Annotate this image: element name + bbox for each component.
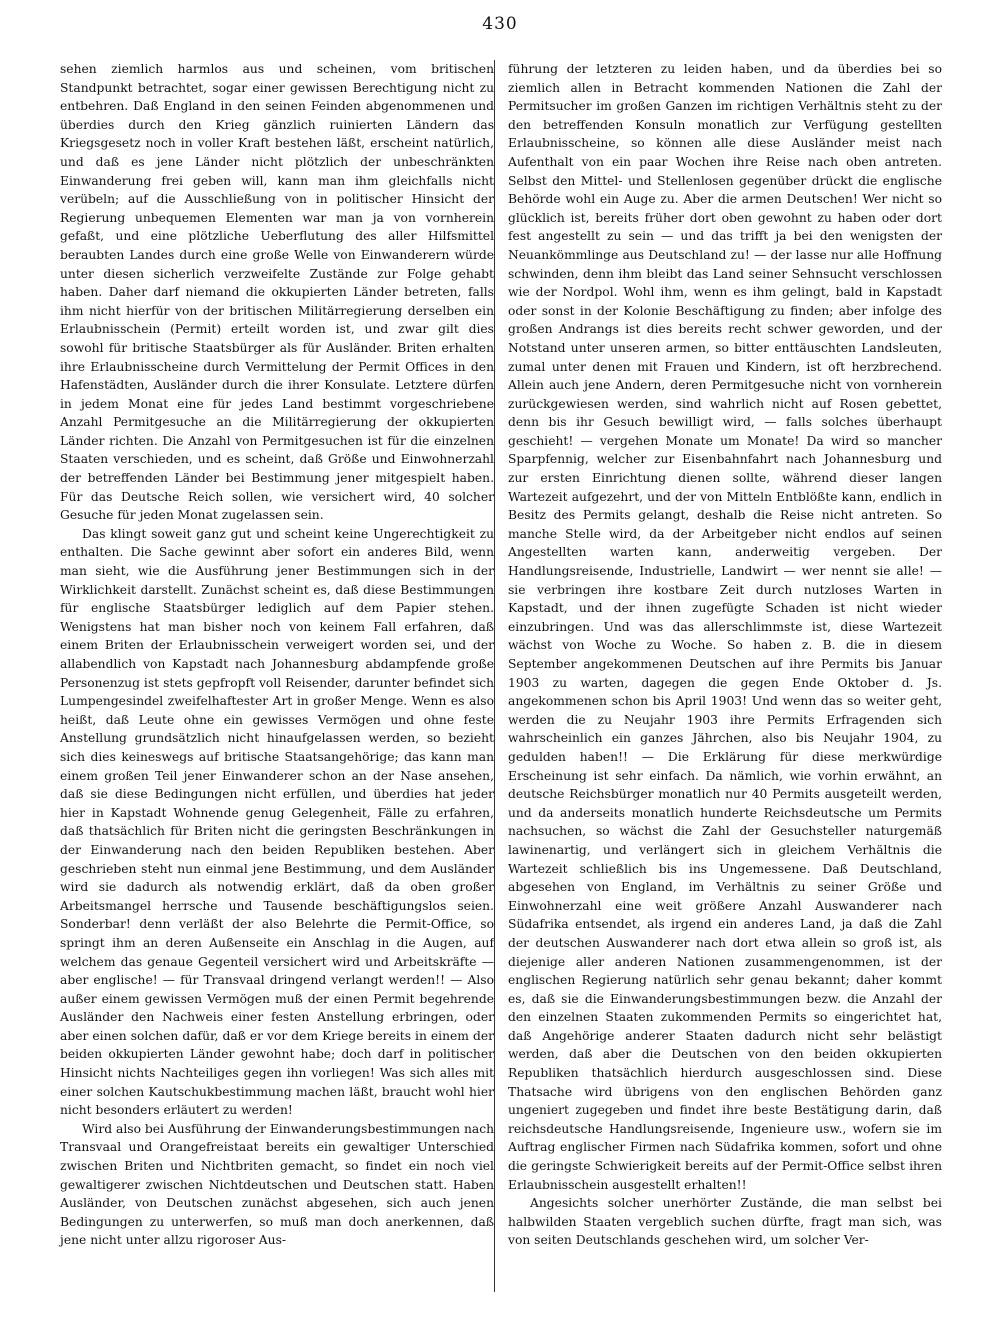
column-divider bbox=[494, 60, 495, 1292]
left-column bbox=[60, 60, 494, 1250]
page-number: 430 bbox=[482, 14, 518, 34]
paragraph: sehen ziemlich harmlos aus und scheinen, vom britischen Standpunkt betrachtet, sogar einer gewissen Berechtigung nicht zu entbehren. Daß England in den seinen Feinden abgenommenen und überdies durch den Krieg gänzlich ruinierten Ländern das Kriegsgesetz noch in voller Kraft bestehen läßt, erscheint natürlich, und daß es jene Länder nicht plötzlich der unbeschränkten Einwanderung frei geben will, kann man ihm gleichfalls nicht verübeln; auf die Ausschließung von in politischer Hinsicht der Regierung unbequemen Elementen war man ja von vornherein gefaßt, und eine plötzliche Ueberflutung des aller Hilfsmittel beraubten Landes durch eine große Welle von Einwanderern würde unter diesen sicherlich verzweifelte Zustände zur Folge gehabt haben. Daher darf niemand die okkupierten Länder betreten, falls ihm nicht hierfür von der britischen Militärregierung derselben ein Erlaubnisschein (Permit) erteilt worden ist, und zwar gilt dies sowohl für britische Staatsbürger als für Ausländer. Briten erhalten ihre Erlaubnisscheine durch Vermittelung der Permit Offices in den Hafenstädten, Ausländer durch die ihrer Konsulate. Letztere dürfen in jedem Monat eine für jedes Land bestimmt vorgeschriebene Anzahl Permitgesuche an die Militärregierung der okkupierten Länder richten. Die Anzahl von Permitgesuchen ist für die einzelnen Staaten verschieden, und es scheint, daß Größe und Einwohnerzahl der betreffenden Länder bei Bestimmung jener mitgespielt haben. Für das Deutsche Reich sollen, wie versichert wird, 40 solcher Gesuche für jeden Monat zugelassen sein. bbox=[60, 62, 494, 523]
right-column bbox=[508, 60, 942, 1250]
paragraph: Das klingt soweit ganz gut und scheint keine Ungerechtigkeit zu enthalten. Die Sache gewinnt aber sofort ein anderes Bild, wenn man sieht, wie die Ausführung jener Bestimmungen sich in der Wirklichkeit darstellt. Zunächst scheint es, daß diese Bestimmungen für englische Staatsbürger lediglich auf dem Papier stehen. Wenigstens hat man bisher noch von keinem Fall erfahren, daß einem Briten der Erlaubnisschein verweigert worden sei, und der allabendlich von Kapstadt nach Johannesburg abdampfende große Personenzug ist stets gepfropft voll Reisender, darunter befindet sich Lumpengesindel zweifelhaftester Art in großer Menge. Wenn es also heißt, daß Leute ohne ein gewisses Vermögen und ohne feste Anstellung grundsätzlich nicht hinaufgelassen werden, so bezieht sich dies keineswegs auf britische Staatsangehörige; das kann man einem großen Teil jener Einwanderer schon an der Nase ansehen, daß sie diese Bedingungen nicht erfüllen, und überdies hat jeder hier in Kapstadt Wohnende genug Gelegenheit, Fälle zu erfahren, daß thatsächlich für Briten nicht die geringsten Beschränkungen in der Einwanderung nach den beiden Republiken bestehen. Aber geschrieben steht nun einmal jene Bestimmung, und dem Ausländer wird sie dadurch als notwendig erklärt, daß da oben großer Arbeitsmangel herrsche und Tausende beschäftigungslos seien. Sonderbar! denn verläßt der also Belehrte die Permit-Office, so springt ihm an deren Außenseite ein Anschlag in die Augen, auf welchem das genaue Gegenteil versichert wird und Arbeitskräfte — aber englische! — für Transvaal dringend verlangt werden!! — Also außer einem gewissen Vermögen muß der einen Permit begehrende Ausländer den Nachweis einer festen Anstellung erbringen, oder aber einen solchen dafür, daß er vor dem Kriege bereits in einem der beiden okkupierten Länder gewohnt habe; doch darf in politischer Hinsicht nichts Nachteiliges gegen ihn vorliegen! Was sich alles mit einer solchen Kautschukbestimmung machen läßt, braucht wohl hier nicht besonders erläutert zu werden! bbox=[60, 526, 494, 1118]
paragraph: führung der letzteren zu leiden haben, und da überdies bei so ziemlich allen in Betracht kommenden Nationen die Zahl der Permitsucher im großen Ganzen im richtigen Verhältnis steht zu der den betreffenden Konsuln monatlich zur Verfügung gestellten Erlaubnisscheine, so können alle diese Ausländer meist nach Aufenthalt von ein paar Wochen ihre Reise nach oben antreten. Selbst den Mittel- und Stellenlosen gegenüber drückt die englische Behörde wohl ein Auge zu. Aber die armen Deutschen! Wer nicht so glücklich ist, bereits früher dort oben gewohnt zu haben oder dort fest angestellt zu sein — und das trifft ja bei den wenigsten der Neuankömmlinge aus Deutschland zu! — der lasse nur alle Hoffnung schwinden, denn ihm bleibt das Land seiner Sehnsucht verschlossen wie der Nordpol. Wohl ihm, wenn es ihm gelingt, bald in Kapstadt oder sonst in der Kolonie Beschäftigung zu finden; aber infolge des großen Andrangs ist dies bereits recht schwer geworden, und der Notstand unter unseren armen, so bitter enttäuschten Landsleuten, zumal unter denen mit Frauen und Kindern, ist oft herzbrechend. Allein auch jene Andern, deren Permitgesuche nicht von vornherein zurückgewiesen werden, sind wahrlich nicht auf Rosen gebettet, denn bis ihr Gesuch bewilligt wird, — falls solches überhaupt geschieht! — vergehen Monate um Monate! Da wird so mancher Sparpfennig, welcher zur Eisenbahnfahrt nach Johannesburg und zur ersten Einrichtung dienen sollte, während dieser langen Wartezeit aufgezehrt, und der von Mitteln Entblößte kann, endlich in Besitz des Permits gelangt, deshalb die Reise nicht antreten. So manche Stelle wird, da der Arbeitgeber nicht endlos auf seinen Angestellten warten kann, anderweitig vergeben. Der Handlungsreisende, Industrielle, Landwirt — wer nennt sie alle! — sie verbringen ihre kostbare Zeit durch nutzloses Warten in Kapstadt, und der ihnen zugefügte Schaden ist nicht wieder einzubringen. Und was das allerschlimmste ist, diese Wartezeit wächst von Woche zu Woche. So haben z. B. die in diesem September angekommenen Deutschen auf ihre Permits bis Januar 1903 zu warten, dagegen die gegen Ende Oktober d. Js. angekommenen schon bis April 1903! Und wenn das so weiter geht, werden die zu Neujahr 1903 ihre Permits Erfragenden sich wahrscheinlich ein ganzes Jährchen, also bis Neujahr 1904, zu gedulden haben!! — Die Erklärung für diese merkwürdige Erscheinung ist sehr einfach. Da nämlich, wie vorhin erwähnt, an deutsche Reichsbürger monatlich nur 40 Permits ausgeteilt werden, und da anderseits monatlich hunderte Reichsdeutsche um Permits nachsuchen, so wächst die Zahl der Gesuchsteller naturgemäß lawinenartig, und verlängert sich in gleichem Verhältnis die Wartezeit schließlich bis ins Ungemessene. Daß Deutschland, abgesehen von England, im Verhältnis zu seiner Größe und Einwohnerzahl eine weit größere Anzahl Auswanderer nach Südafrika entsendet, als irgend ein anderes Land, ja daß die Zahl der deutschen Auswanderer nach dort etwa allein so groß ist, als diejenige aller anderen Nationen zusammengenommen, ist der englischen Regierung natürlich sehr genau bekannt; daher kommt es, daß sie die Einwanderungsbestimmungen bezw. die Anzahl der den einzelnen Staaten zukommenden Permits so eingerichtet hat, daß Angehörige anderer Staaten dadurch nicht sehr belästigt werden, daß aber die Deutschen von den beiden okkupierten Republiken thatsächlich hierdurch ausgeschlossen sind. Diese Thatsache wird übrigens von den englischen Behörden ganz ungeniert zugegeben und findet ihre beste Bestätigung darin, daß reichsdeutsche Handlungsreisende, Ingenieure usw., wofern sie im Auftrag englischer Firmen nach Südafrika kommen, sofort und ohne die geringste Schwierigkeit bereits auf der Permit-Office selbst ihren Erlaubnisschein ausgestellt erhalten!! bbox=[508, 62, 942, 1192]
paragraph: Angesichts solcher unerhörter Zustände, die man selbst bei halbwilden Staaten vergeblich suchen dürfte, fragt man sich, was von seiten Deutschlands geschehen wird, um solcher Ver- bbox=[508, 1196, 942, 1248]
paragraph: Wird also bei Ausführung der Einwanderungsbestimmungen nach Transvaal und Orangefreistaat bereits ein gewaltiger Unterschied zwischen Briten und Nichtbriten gemacht, so findet ein noch viel gewaltigerer zwischen Nichtdeutschen und Deutschen statt. Haben Ausländer, von Deutschen zunächst abgesehen, sich auch jenen Bedingungen zu unterwerfen, so muß man doch anerkennen, daß jene nicht unter allzu rigoroser Aus- bbox=[60, 1121, 495, 1248]
